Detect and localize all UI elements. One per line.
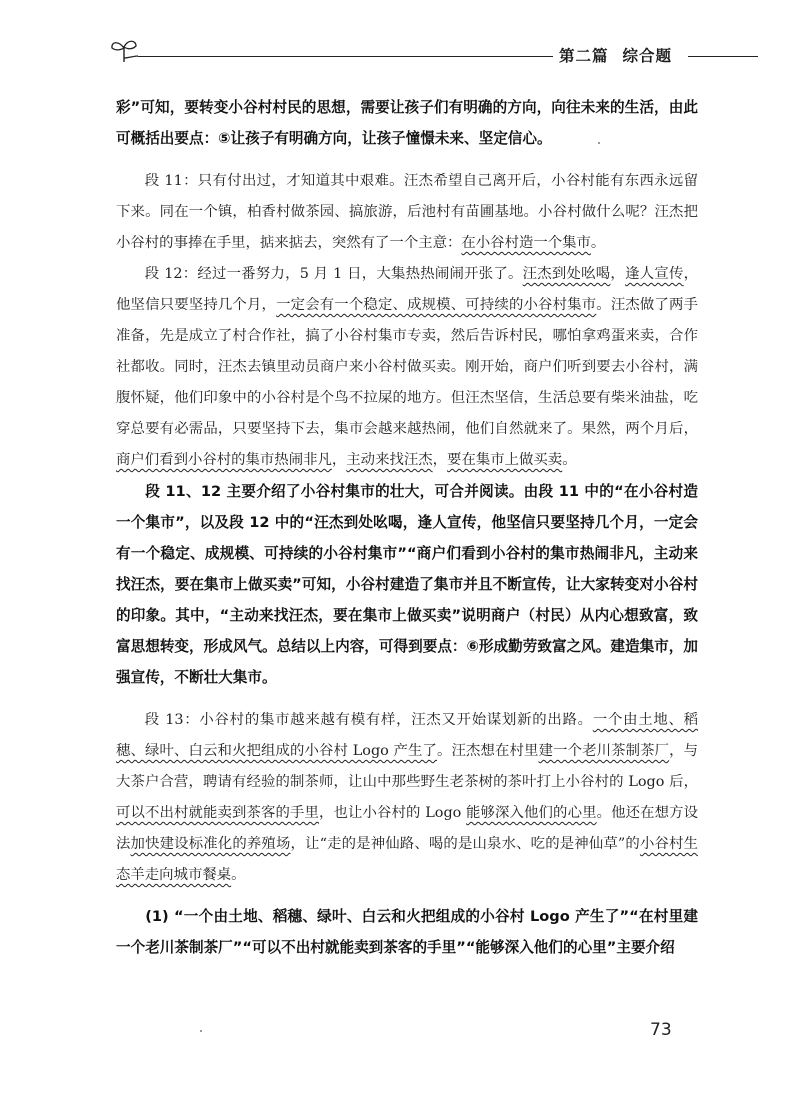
marked-phrase: 能够深入他们的心里 [466, 805, 597, 821]
passage-text: 段 12：经过一番努力，5 月 1 日，大集热热闹闹开张了。 [144, 266, 523, 282]
marked-phrase: 在小谷村造一个集市 [461, 235, 591, 251]
passage-text: ， [610, 266, 626, 282]
marked-phrase: 可以不出村就能卖到茶客的手里 [116, 805, 320, 821]
passage-text: 段 11：只有付出过，才知道其中艰难。汪杰希望自己离开后，小谷村能有东西永远留下来。同在一个镇，柏香村做茶园、搞旅游，后池村有苗圃基地。小谷村做什么呢？汪杰把小谷村的事捧在手里，掂来掂去，突然有了一个主意： [116, 173, 698, 251]
passage-text: ，让“走的是神仙路、喝的是山泉水、吃的是神仙草”的 [290, 836, 640, 852]
marked-phrase: 逢人宣传 [625, 266, 684, 282]
passage-text: 段 13：小谷村的集市越来越有模有样，汪杰又开始谋划新的出路。 [144, 712, 593, 728]
passage-text: 。他还在想方设法 [116, 805, 698, 852]
passage-text: 。 [231, 867, 246, 883]
passage-text: 。 [590, 235, 606, 251]
marked-phrase: 要在集市上做买卖 [447, 452, 563, 468]
header-rule-right [688, 56, 758, 57]
marked-phrase: 一个由土地、稻穗、绿叶、白云和火把组成的小谷村 Logo 产生了 [116, 712, 698, 759]
passage-text: ， [331, 452, 347, 468]
passage-paragraph-12 [116, 259, 698, 476]
header-part: 第二篇 [558, 47, 609, 65]
analysis-text: (1) “一个由土地、稻穗、绿叶、白云和火把组成的小谷村 Logo 产生了”“在村里建一个老川茶制茶厂”“可以不出村就能卖到茶客的手里”“能够深入他们的心里”主要介绍 [116, 908, 698, 956]
page-body [116, 92, 698, 963]
analysis-text: 彩”可知，要转变小谷村村民的思想，需要让孩子们有明确的方向，向往未来的生活，由此可概括出要点：⑤让孩子有明确方向，让孩子憧憬未来、坚定信心。 [116, 99, 698, 147]
passage-text: ， [432, 452, 448, 468]
analysis-text: 段 11、12 主要介绍了小谷村集市的壮大，可合并阅读。由段 11 中的“在小谷村造一个集市”，以及段 12 中的“汪杰到处吆喝，逢人宣传，他坚信只要坚持几个月，一定会有一个稳定、成规模、可持续的小谷村集市”“商户们看到小谷村的集市热闹非凡，主动来找汪杰，要在集市上做买卖”可知，小谷村建造了集市并且不断宣传，让大家转变对小谷村的印象。其中，“主动来找汪杰，要在集市上做买卖”说明商户（村民）从内心想致富，致富思想转变，形成风气。总结以上内容，可得到要点：⑥形成勤劳致富之风。建造集市，加强宣传，不断壮大集市。 [116, 483, 698, 686]
page-header [108, 36, 758, 66]
running-head [553, 44, 678, 66]
marked-phrase: 商户们看到小谷村的集市热闹非凡 [116, 452, 332, 468]
header-rule-left [138, 56, 558, 57]
marked-phrase: 加快建设标准化的养殖场 [130, 836, 291, 852]
passage-paragraph-13 [116, 705, 698, 891]
scan-speck [200, 1030, 202, 1032]
sprout-icon [108, 36, 140, 64]
marked-phrase: 小谷村生态羊走向城市餐桌 [116, 836, 698, 883]
scan-speck [598, 142, 600, 144]
passage-text: ，他坚信只要坚持几个月， [116, 266, 698, 313]
analysis-paragraph-continued [116, 92, 698, 154]
marked-phrase: 建一个老川茶制茶厂 [538, 743, 670, 759]
marked-phrase: 主动来找汪杰 [346, 452, 433, 468]
analysis-point-1 [116, 901, 698, 963]
marked-phrase: 汪杰到处吆喝 [522, 266, 611, 282]
passage-text: ，与大茶户合营，聘请有经验的制茶师，让山中那些野生老茶树的茶叶打上小谷村的 Logo 后， [116, 743, 698, 790]
header-section: 综合题 [622, 47, 672, 65]
passage-text: ，也让小谷村的 Logo [319, 805, 467, 821]
passage-text: 。 [562, 452, 577, 468]
page-number: 73 [650, 1020, 672, 1040]
analysis-paragraph-11-12 [116, 476, 698, 693]
marked-phrase: 一定会有一个稳定、成规模、可持续的小谷村集市 [276, 297, 597, 313]
passage-paragraph-11 [116, 166, 698, 259]
passage-text: 。汪杰做了两手准备，先是成立了村合作社，搞了小谷村集市专卖，然后告诉村民，哪怕拿鸡蛋来卖，合作社都收。同时，汪杰去镇里动员商户来小谷村做买卖。刚开始，商户们听到要去小谷村，满腹怀疑，他们印象中的小谷村是个鸟不拉屎的地方。但汪杰坚信，生活总要有柴米油盐，吃穿总要有必需品，只要坚持下去，集市会越来越热闹，他们自然就来了。果然，两个月后， [116, 297, 698, 437]
passage-text: 。汪杰想在村里 [437, 743, 539, 759]
